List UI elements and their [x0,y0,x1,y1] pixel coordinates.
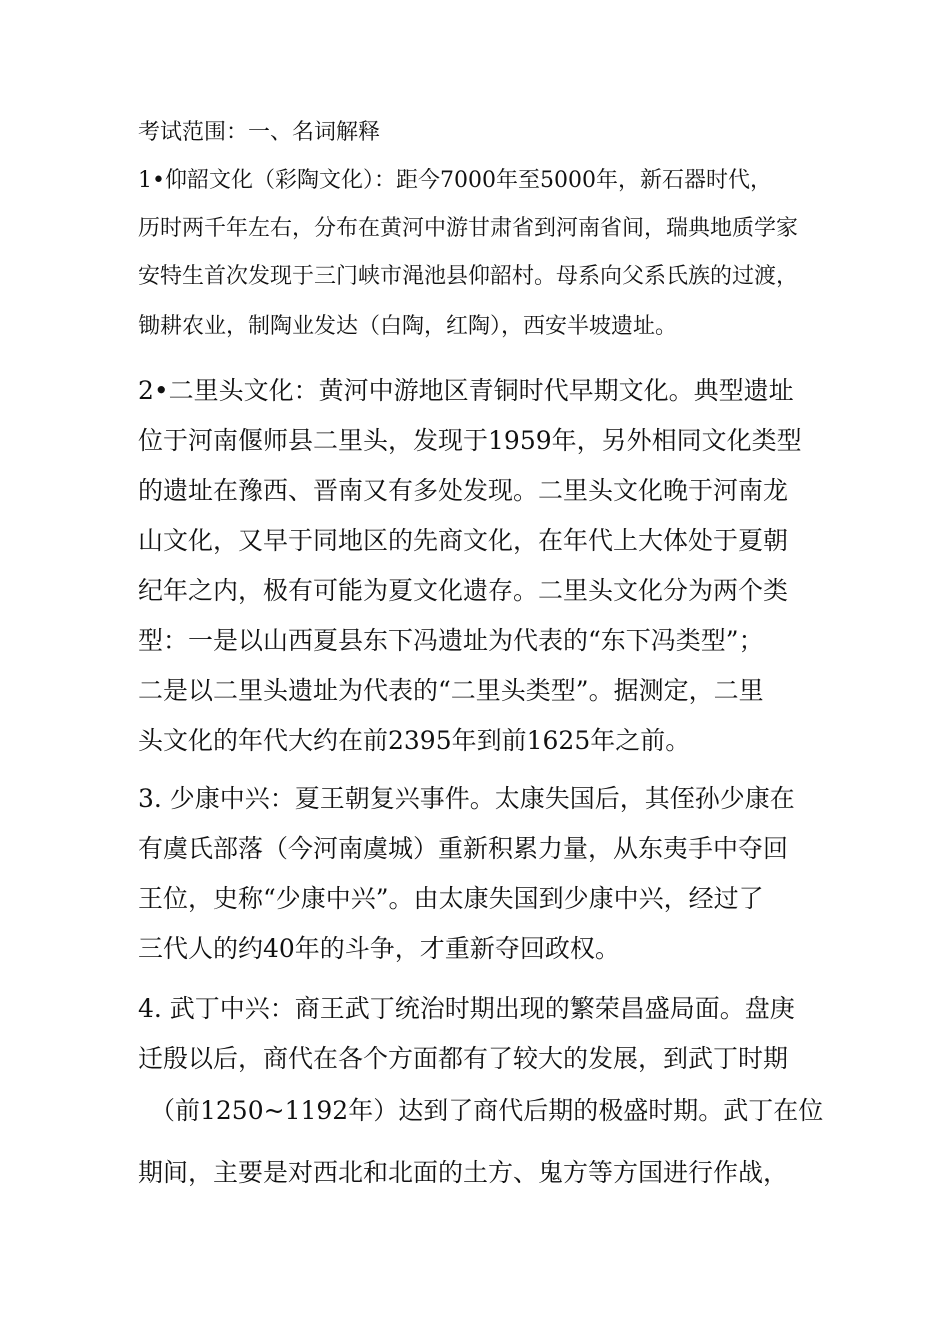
paragraph-line: 迁殷以后，商代在各个方面都有了较大的发展，到武丁时期 [138,1044,789,1073]
paragraph-line: 型：一是以山西夏县东下冯遗址为代表的“东下冯类型”； [138,626,764,655]
paragraph-line: 山文化，又早于同地区的先商文化，在年代上大体处于夏朝 [138,526,789,555]
paragraph-line: 3. 少康中兴：夏王朝复兴事件。太康失国后，其侄孙少康在 [138,784,795,813]
paragraph-line: 的遗址在豫西、晋南又有多处发现。二里头文化晚于河南龙 [138,476,789,505]
paragraph-line: 王位，史称“少康中兴”。由太康失国到少康中兴，经过了 [138,884,764,913]
paragraph-line: 期间，主要是对西北和北面的土方、鬼方等方国进行作战， [138,1158,789,1187]
paragraph-line: 有虞氏部落（今河南虞城）重新积累力量，从东夷手中夺回 [138,834,789,863]
paragraph-line: 锄耕农业，制陶业发达（白陶，红陶），西安半坡遗址。 [138,314,678,339]
paragraph-line: 三代人的约40年的斗争，才重新夺回政权。 [138,934,620,963]
paragraph-line: 位于河南偃师县二里头，发现于1959年，另外相同文化类型 [138,426,802,455]
paragraph-line: （前1250~1192年）达到了商代后期的极盛时期。武丁在位 [150,1096,824,1125]
paragraph-line: 头文化的年代大约在前2395年到前1625年之前。 [138,726,691,755]
paragraph-line: 2•二里头文化：黄河中游地区青铜时代早期文化。典型遗址 [138,376,794,405]
paragraph-line: 4. 武丁中兴：商王武丁统治时期出现的繁荣昌盛局面。盘庚 [138,994,795,1023]
paragraph-line: 纪年之内，极有可能为夏文化遗存。二里头文化分为两个类 [138,576,789,605]
paragraph-line: 安特生首次发现于三门峡市渑池县仰韶村。母系向父系氏族的过渡， [138,264,799,289]
paragraph-line: 二是以二里头遗址为代表的“二里头类型”。据测定，二里 [138,676,764,705]
exam-scope-heading: 考试范围：一、名词解释 [138,120,381,145]
paragraph-line: 1•仰韶文化（彩陶文化）：距今7000年至5000年，新石器时代， [138,168,772,193]
paragraph-line: 历时两千年左右，分布在黄河中游甘肃省到河南省间，瑞典地质学家 [138,216,799,241]
